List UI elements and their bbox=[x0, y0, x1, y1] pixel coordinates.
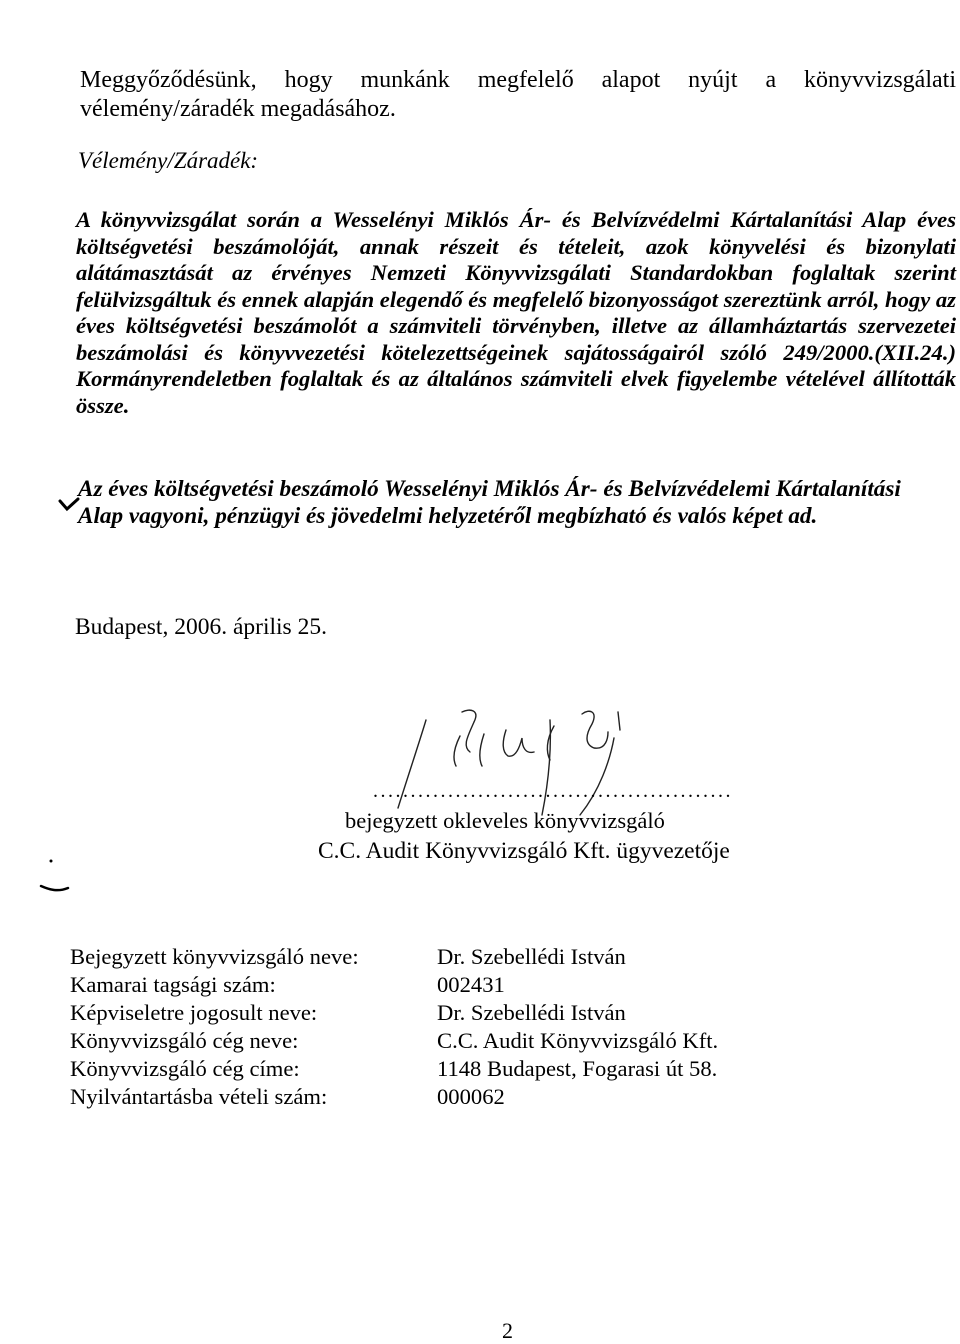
opinion-line: 249/2000.(XII.24.) Kormányrendeletben foglaltak és az általános számviteli elvek bbox=[76, 339, 956, 391]
page-number: 2 bbox=[502, 1318, 513, 1343]
opinion-line: éves költségvetési beszámolóját, annak részeit és tételeit, azok könyvelési és bizonylati bbox=[76, 207, 956, 259]
detail-label: Bejegyzett könyvvizsgáló neve: bbox=[70, 944, 359, 969]
opinion-paragraph bbox=[76, 207, 956, 419]
detail-value: Dr. Szebellédi István bbox=[437, 1000, 626, 1025]
detail-value: 1148 Budapest, Fogarasi út 58. bbox=[437, 1056, 718, 1081]
statement-line-1: Az éves költségvetési beszámoló Wesselényi Miklós Ár- és Belvízvédelemi Kártalanítási bbox=[78, 476, 901, 502]
intro-paragraph bbox=[80, 66, 956, 124]
intro-line-1: Meggyőződésünk, hogy munkánk megfelelő alapot nyújt a könyvvizsgálati bbox=[80, 67, 956, 93]
opinion-line: alátámasztását az érvényes Nemzeti Könyvvizsgálati Standardokban foglaltak szerint bbox=[76, 260, 956, 285]
detail-label: Képviseletre jogosult neve: bbox=[70, 1000, 318, 1025]
detail-value: Dr. Szebellédi István bbox=[437, 944, 626, 969]
detail-value: 000062 bbox=[437, 1084, 505, 1109]
intro-line-2: vélemény/záradék megadásához. bbox=[80, 96, 396, 122]
signatory-company: C.C. Audit Könyvvizsgáló Kft. ügyvezetője bbox=[318, 838, 730, 864]
signatory-title: bejegyzett okleveles könyvvizsgáló bbox=[345, 808, 665, 833]
detail-label: Könyvvizsgáló cég címe: bbox=[70, 1056, 300, 1081]
signature-line: ................................................ bbox=[373, 780, 733, 802]
detail-label: Nyilvántartásba vételi szám: bbox=[70, 1084, 328, 1109]
opinion-line: A könyvvizsgálat során a Wesselényi Miklós Ár- és Belvízvédelmi Kártalanítási Alap bbox=[76, 207, 907, 232]
opinion-line: hogy az éves költségvetési beszámolót a számviteli törvényben, illetve az államháztartás bbox=[76, 286, 956, 338]
detail-label: Könyvvizsgáló cég neve: bbox=[70, 1028, 299, 1053]
margin-mark-icon bbox=[38, 856, 72, 896]
opinion-heading: Vélemény/Záradék: bbox=[78, 148, 259, 173]
statement-paragraph bbox=[78, 476, 958, 530]
statement-line-2: Alap vagyoni, pénzügyi és jövedelmi helyzetéről megbízható és valós képet ad. bbox=[78, 503, 818, 529]
detail-label: Kamarai tagsági szám: bbox=[70, 972, 276, 997]
opinion-line: szervezetei beszámolási és könyvvezetési kötelezettségeinek sajátosságairól szóló bbox=[76, 313, 957, 365]
place-date: Budapest, 2006. április 25. bbox=[75, 614, 327, 640]
checkmark-icon bbox=[58, 497, 80, 515]
detail-value: C.C. Audit Könyvvizsgáló Kft. bbox=[437, 1028, 719, 1053]
opinion-line: felülvizsgáltuk és ennek alapján elegendő és megfelelő bizonyosságot szereztünk arról, bbox=[76, 286, 880, 312]
detail-value: 002431 bbox=[437, 972, 505, 997]
opinion-line: figyelembe vételével állították össze. bbox=[76, 366, 957, 418]
